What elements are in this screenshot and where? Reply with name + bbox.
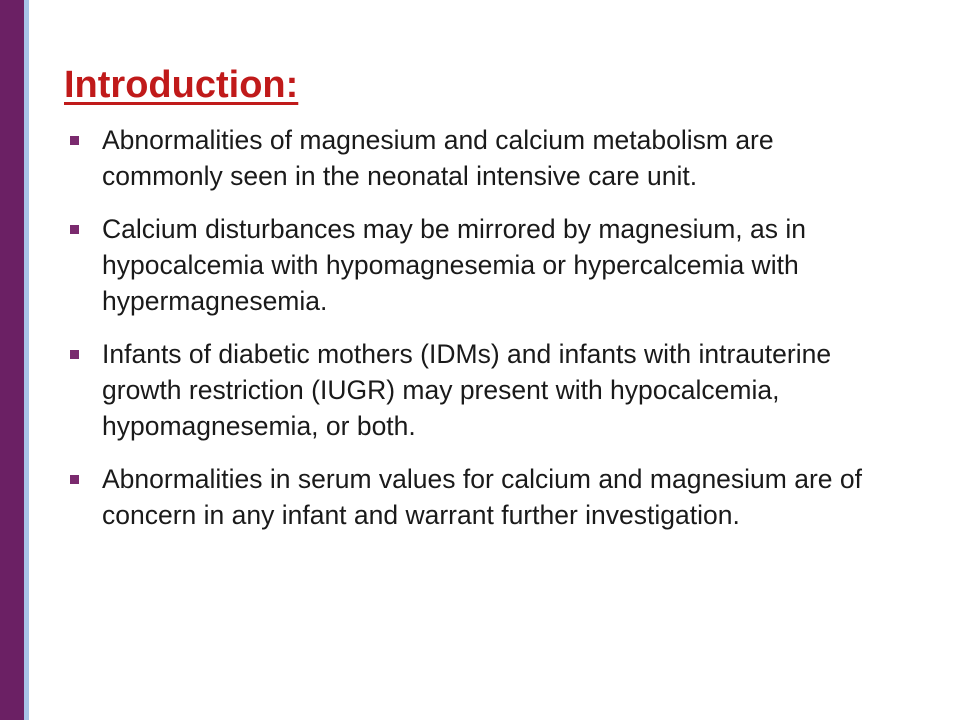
square-bullet-icon <box>70 225 79 234</box>
square-bullet-icon <box>70 475 79 484</box>
left-accent-band-edge <box>24 0 29 720</box>
left-accent-band <box>0 0 24 720</box>
bullet-text: Calcium disturbances may be mirrored by magnesium, as in hypocalcemia with hypomagnesemia or hypercalcemia with hypermagnesemia. <box>102 214 806 316</box>
bullet-list <box>64 122 894 533</box>
bullet-item <box>64 336 894 444</box>
square-bullet-icon <box>70 136 79 145</box>
bullet-text: Abnormalities of magnesium and calcium metabolism are commonly seen in the neonatal intensive care unit. <box>102 125 774 191</box>
slide-content <box>64 62 894 550</box>
bullet-item <box>64 122 894 194</box>
bullet-text: Infants of diabetic mothers (IDMs) and infants with intrauterine growth restriction (IUGR) may present with hypocalcemia, hypomagnesemia, or both. <box>102 339 832 441</box>
bullet-item <box>64 461 894 533</box>
bullet-text: Abnormalities in serum values for calcium and magnesium are of concern in any infant and warrant further investigation. <box>102 464 862 530</box>
slide-title: Introduction: <box>64 64 299 106</box>
square-bullet-icon <box>70 350 79 359</box>
bullet-item <box>64 211 894 319</box>
